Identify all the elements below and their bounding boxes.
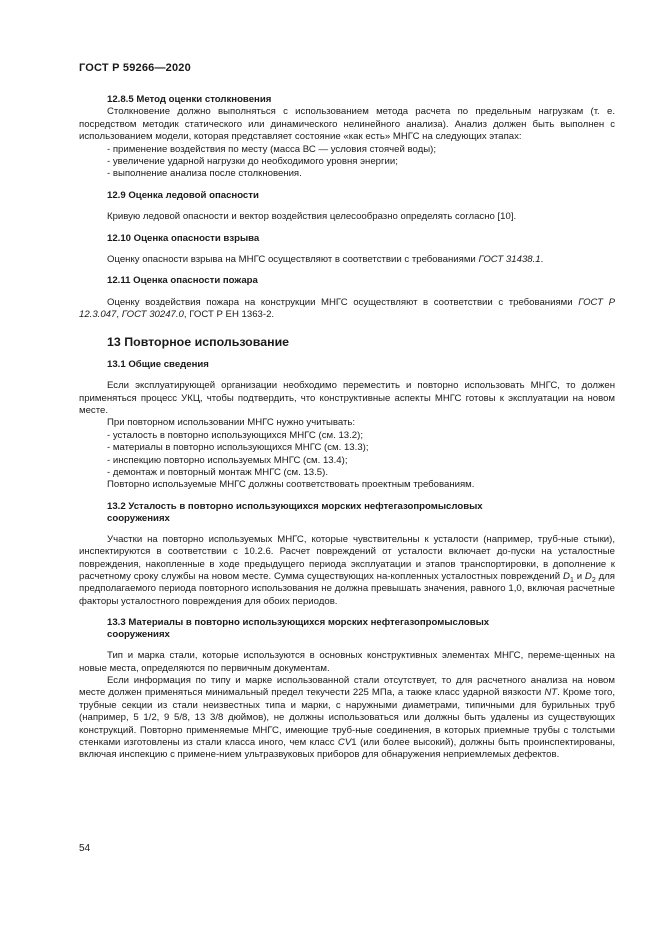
section-13-1-paragraph: Повторно используемые МНГС должны соответствовать проектным требованиям.: [107, 479, 475, 491]
text-run: . Кроме того, трубные секции из стали неизвестных типа и марки, с наружными диаметрами, типичными для бурильных труб (например, 5 1/2, 9 5/8, 13 3/8 дюймов), не должны использоваться или должны быть удалены из существующих конструкций. Повторно применяемые МНГС, имеющие труб-ные соединения, в которых приемные трубы с толстыми стенками изготовлены из стали класса иного, чем класс: [79, 687, 615, 749]
subscript: 1: [569, 576, 574, 584]
section-13-3-paragraph: [79, 675, 615, 762]
section-12-8-5-paragraph: Столкновение должно выполняться с использованием метода расчета по предельным нагрузкам (т. е. посредством методик статического или динамического нелинейного анализа). Анализ должен быть выполнен с использованием модели, которая представляет состояние «как есть» МНГС на следующих этапах:: [79, 106, 615, 143]
section-13-2-title: [79, 501, 615, 525]
text-run: , ГОСТ Р ЕН 1363-2.: [183, 309, 275, 321]
section-13-1-title: 13.1 Общие сведения: [107, 358, 209, 370]
list-item: - выполнение анализа после столкновения.: [107, 168, 302, 180]
text-run: .: [540, 254, 544, 266]
section-13-3-title: [79, 617, 615, 641]
standard-designation: ГОСТ Р 59266—2020: [79, 62, 191, 74]
title-line: 13.2 Усталость в повторно использующихся морских нефтегазопромысловых: [107, 500, 483, 512]
variable-d1: D: [563, 570, 570, 582]
section-12-9-title: 12.9 Оценка ледовой опасности: [107, 189, 259, 201]
text-run: Оценку воздействия пожара на конструкции МНГС осуществляют в соответствии с требованиями: [107, 296, 579, 308]
section-13-2-paragraph: [79, 534, 615, 608]
text-run: 1 (или более высокий), должны быть проинспектированы, включая инспекцию с примене-нием ультразвуковых приборов для обнаружения неприемлемых дефектов.: [79, 737, 615, 761]
list-item: - материалы в повторно использующихся МНГС (см. 13.3);: [107, 442, 369, 454]
text-run: Если информация по типу и марке использованной стали отсутствует, то для расчетного анализа на новом месте должен применяться минимальный предел текучести 225 МПа, а также класс ударной вязкости: [79, 675, 615, 699]
standard-reference: ГОСТ 31438.1: [478, 254, 541, 266]
list-item: - увеличение ударной нагрузки до необходимого уровня энергии;: [107, 156, 398, 168]
section-12-10-paragraph: [79, 254, 615, 266]
title-line: сооружениях: [107, 512, 170, 524]
variable-d2: D: [584, 570, 592, 582]
subscript: 2: [591, 576, 596, 584]
page-content: [79, 94, 615, 762]
list-item: - демонтаж и повторный монтаж МНГС (см. 13.5).: [107, 466, 329, 478]
standard-reference: ГОСТ Р 12.3.047: [79, 296, 615, 321]
page-number: 54: [79, 843, 91, 854]
title-line: 13.3 Материалы в повторно использующихся морских нефтегазопромысловых: [107, 617, 490, 629]
section-12-11-title: 12.11 Оценка опасности пожара: [107, 275, 258, 287]
list-item: - применение воздействия по месту (масса ВС — условия стоячей воды);: [107, 143, 437, 155]
section-13-title: 13 Повторное использование: [107, 334, 290, 349]
text-run: для предполагаемого периода повторного использования не должна превышать значения, равного 1,0, включая расчетные факторы усталостного повреждения для обоих периодов.: [79, 570, 615, 607]
section-13-3-paragraph: Тип и марка стали, которые используются в основных конструктивных элементах МНГС, переме-щенных на новые места, определяются по первичным документам.: [79, 650, 615, 674]
impact-class-nt: NT: [544, 687, 558, 699]
standard-reference: ГОСТ 30247.0: [121, 309, 184, 321]
text-run: Участки на повторно используемых МНГС, которые чувствительны к усталости (например, труб-ные стыки), инспектируются в соответствии с 10.2.6. Расчет повреждений от усталости включает до-пуски на усталостные повреждения, накопленные в ходе предыдущего периода эксплуатации и этапов транспортировки, в дополнение к расчетному сроку службы на новом месте. Сумма существующих на-копленных усталостных повреждений: [79, 533, 615, 582]
text-run: Оценку опасности взрыва на МНГС осуществляют в соответствии с требованиями: [107, 254, 479, 266]
list-item: - усталость в повторно использующихся МНГС (см. 13.2);: [107, 429, 363, 441]
section-13-1-paragraph: Если эксплуатирующей организации необходимо переместить и повторно использовать МНГС, то должен применяться процесс УКЦ, чтобы подтвердить, что конструктивные аспекты МНГС готовы к эксплуатации на новом месте.: [79, 380, 615, 416]
list-item: - инспекцию повторно используемых МНГС (см. 13.4);: [107, 454, 348, 466]
section-13-1-paragraph: При повторном использовании МНГС нужно учитывать:: [107, 417, 356, 429]
section-12-8-5-title: 12.8.5 Метод оценки столкновения: [107, 94, 272, 105]
title-line: сооружениях: [107, 629, 170, 641]
section-12-11-paragraph: [79, 297, 615, 322]
section-12-10-title: 12.10 Оценка опасности взрыва: [107, 232, 260, 244]
text-run: ,: [116, 309, 122, 321]
section-12-9-paragraph: Кривую ледовой опасности и вектор воздействия целесообразно определять согласно [10].: [107, 211, 517, 223]
steel-class-cv: CV: [337, 737, 352, 749]
text-run: и: [573, 570, 585, 582]
